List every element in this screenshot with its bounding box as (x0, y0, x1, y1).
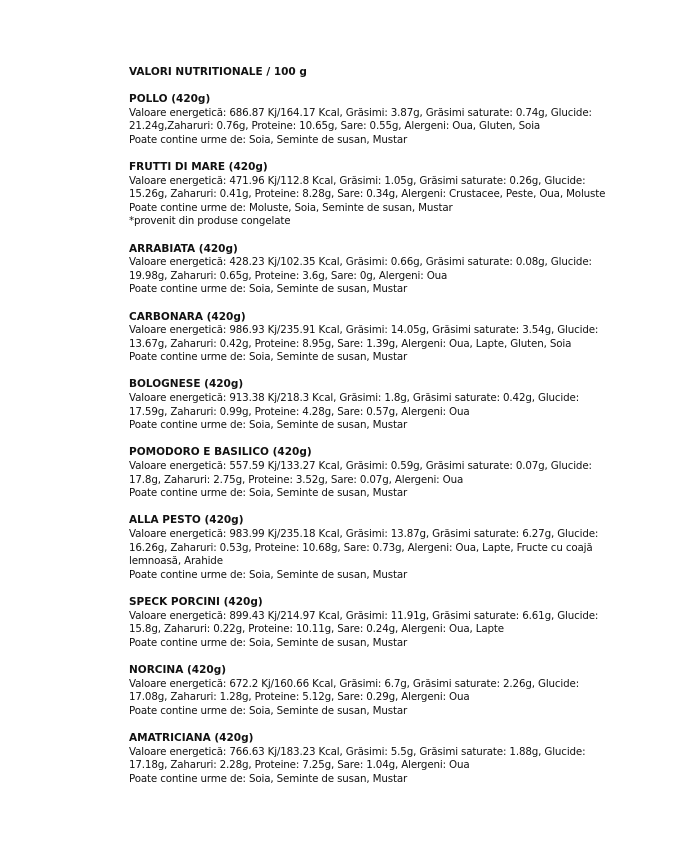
document-title: VALORI NUTRITIONALE / 100 g (129, 66, 307, 78)
item-line: Valoare energetică: 913.38 Kj/218.3 Kcal, Grăsimi: 1.8g, Grăsimi saturate: 0.42g, Glucide: (129, 392, 580, 405)
item-line: Poate contine urme de: Soia, Seminte de susan, Mustar (129, 487, 408, 500)
item-frutti-di-mare (129, 161, 649, 229)
item-line: 16.26g, Zaharuri: 0.53g, Proteine: 10.68g, Sare: 0.73g, Alergeni: Oua, Lapte, Fructe cu coajă (129, 541, 593, 554)
item-footnote: *provenit din produse congelate (129, 215, 291, 228)
item-title: POMODORO E BASILICO (420g) (129, 446, 312, 459)
item-norcina (129, 664, 649, 718)
item-line: 15.8g, Zaharuri: 0.22g, Proteine: 10.11g, Sare: 0.24g, Alergeni: Oua, Lapte (129, 623, 504, 636)
item-line: Valoare energetică: 686.87 Kj/164.17 Kcal, Grăsimi: 3.87g, Grăsimi saturate: 0.74g, Glucide: (129, 106, 592, 119)
nutrition-document (129, 65, 649, 800)
item-line: Poate contine urme de: Moluste, Soia, Seminte de susan, Mustar (129, 201, 453, 214)
item-title: ARRABIATA (420g) (129, 242, 238, 255)
item-line: Poate contine urme de: Soia, Seminte de susan, Mustar (129, 568, 408, 581)
item-line: lemnoasă, Arahide (129, 555, 223, 568)
item-title: NORCINA (420g) (129, 663, 227, 676)
item-arrabiata (129, 243, 649, 297)
item-line: Poate contine urme de: Soia, Seminte de susan, Mustar (129, 772, 408, 785)
item-line: Valoare energetică: 983.99 Kj/235.18 Kcal, Grăsimi: 13.87g, Grăsimi saturate: 6.27g, Glucide: (129, 528, 599, 540)
item-line: Valoare energetică: 428.23 Kj/102.35 Kcal, Grăsimi: 0.66g, Grăsimi saturate: 0.08g, Glucide: (129, 256, 592, 269)
item-line: Valoare energetică: 766.63 Kj/183.23 Kcal, Grăsimi: 5.5g, Grăsimi saturate: 1.88g, Glucide: (129, 745, 586, 758)
item-line: Valoare energetică: 557.59 Kj/133.27 Kcal, Grăsimi: 0.59g, Grăsimi saturate: 0.07g, Glucide: (129, 460, 592, 473)
item-title: SPECK PORCINI (420g) (129, 595, 263, 608)
item-line: Poate contine urme de: Soia, Seminte de susan, Mustar (129, 419, 408, 432)
item-line: Poate contine urme de: Soia, Seminte de susan, Mustar (129, 351, 408, 364)
item-line: Valoare energetică: 471.96 Kj/112.8 Kcal, Grăsimi: 1.05g, Grăsimi saturate: 0.26g, Glucide: (129, 174, 586, 187)
item-line: 15.26g, Zaharuri: 0.41g, Proteine: 8.28g, Sare: 0.34g, Alergeni: Crustacee, Peste, Oua, Moluste (129, 188, 606, 201)
item-line: Valoare energetică: 899.43 Kj/214.97 Kcal, Grăsimi: 11.91g, Grăsimi saturate: 6.61g, Glucide: (129, 609, 599, 622)
item-line: 17.8g, Zaharuri: 2.75g, Proteine: 3.52g, Sare: 0.07g, Alergeni: Oua (129, 473, 464, 486)
item-line: 17.18g, Zaharuri: 2.28g, Proteine: 7.25g, Sare: 1.04g, Alergeni: Oua (129, 759, 470, 772)
item-line: 17.08g, Zaharuri: 1.28g, Proteine: 5.12g, Sare: 0.29g, Alergeni: Oua (129, 691, 470, 704)
item-line: Valoare energetică: 986.93 Kj/235.91 Kcal, Grăsimi: 14.05g, Grăsimi saturate: 3.54g, Glucide: (129, 324, 599, 337)
item-line: 17.59g, Zaharuri: 0.99g, Proteine: 4.28g, Sare: 0.57g, Alergeni: Oua (129, 405, 470, 418)
item-title: POLLO (420g) (129, 93, 211, 105)
item-title: ALLA PESTO (420g) (129, 514, 244, 527)
item-bolognese (129, 378, 649, 432)
item-title: BOLOGNESE (420g) (129, 378, 244, 391)
item-carbonara (129, 311, 649, 365)
item-line: Poate contine urme de: Soia, Seminte de susan, Mustar (129, 283, 408, 296)
item-line: 13.67g, Zaharuri: 0.42g, Proteine: 8.95g, Sare: 1.39g, Alergeni: Oua, Lapte, Gluten, Soia (129, 337, 572, 350)
item-line: 19.98g, Zaharuri: 0.65g, Proteine: 3.6g, Sare: 0g, Alergeni: Oua (129, 269, 448, 282)
item-alla-pesto (129, 514, 649, 582)
item-line: Valoare energetică: 672.2 Kj/160.66 Kcal, Grăsimi: 6.7g, Grăsimi saturate: 2.26g, Glucide: (129, 677, 580, 690)
item-speck-porcini (129, 596, 649, 650)
item-line: Poate contine urme de: Soia, Seminte de susan, Mustar (129, 704, 408, 717)
item-pomodoro-e-basilico (129, 446, 649, 500)
item-title: CARBONARA (420g) (129, 310, 246, 323)
item-amatriciana (129, 732, 649, 786)
item-title: FRUTTI DI MARE (420g) (129, 160, 268, 173)
item-line: Poate contine urme de: Soia, Seminte de susan, Mustar (129, 133, 408, 146)
item-line: Poate contine urme de: Soia, Seminte de susan, Mustar (129, 636, 408, 649)
item-title: AMATRICIANA (420g) (129, 731, 254, 744)
item-pollo (129, 93, 649, 147)
item-line: 21.24g,Zaharuri: 0.76g, Proteine: 10.65g, Sare: 0.55g, Alergeni: Oua, Gluten, Soia (129, 120, 541, 133)
